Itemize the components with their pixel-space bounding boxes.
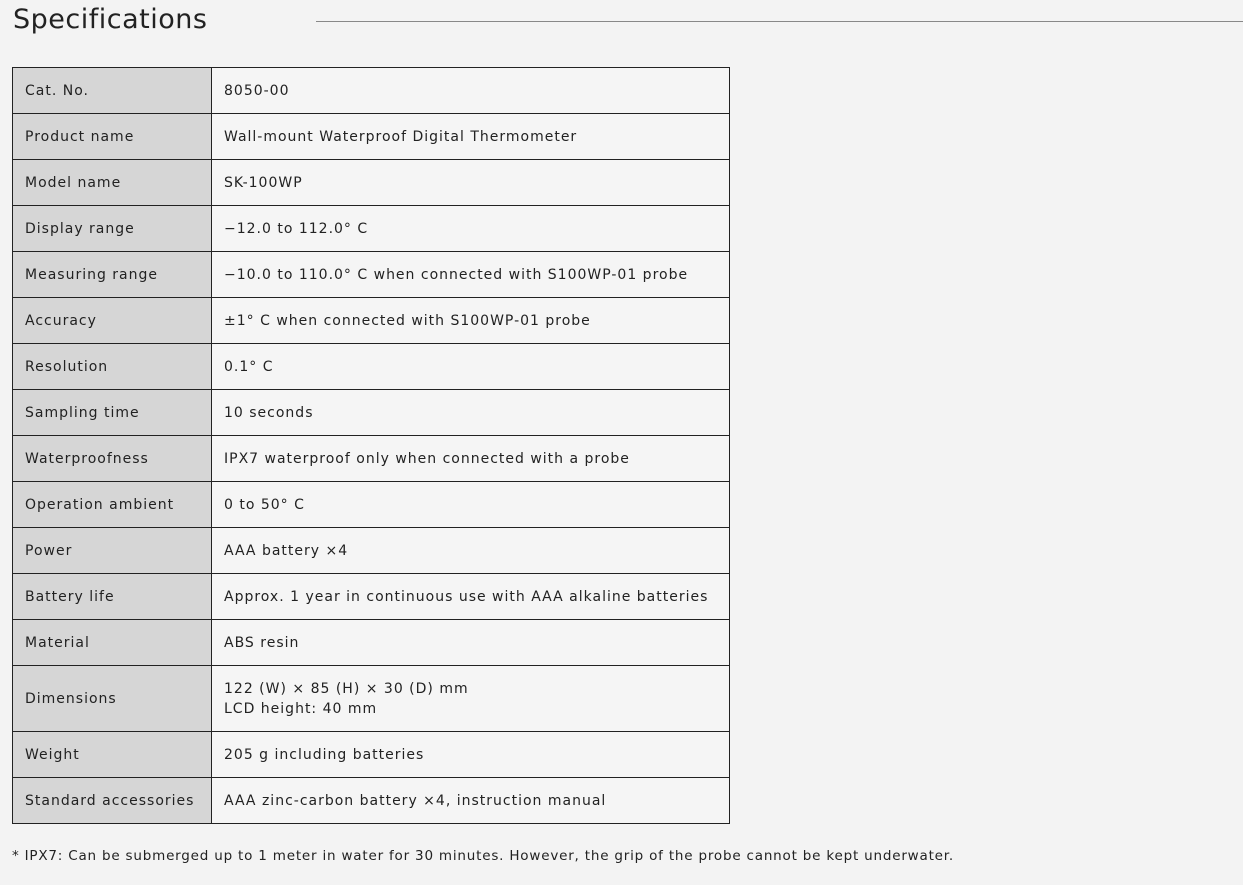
table-row <box>13 528 730 574</box>
spec-value: 8050-00 <box>212 68 730 114</box>
spec-value: ABS resin <box>212 620 730 666</box>
spec-label: Power <box>13 528 212 574</box>
spec-value-line: LCD height: 40 mm <box>224 700 378 717</box>
spec-label: Battery life <box>13 574 212 620</box>
spec-label: Waterproofness <box>13 436 212 482</box>
spec-value: Approx. 1 year in continuous use with AAA alkaline batteries <box>212 574 730 620</box>
table-row <box>13 114 730 160</box>
spec-label: Model name <box>13 160 212 206</box>
spec-value: Wall-mount Waterproof Digital Thermometer <box>212 114 730 160</box>
table-row <box>13 68 730 114</box>
spec-label: Cat. No. <box>13 68 212 114</box>
specifications-table <box>12 67 730 824</box>
spec-value: −10.0 to 110.0° C when connected with S100WP-01 probe <box>212 252 730 298</box>
table-row <box>13 252 730 298</box>
spec-value: IPX7 waterproof only when connected with a probe <box>212 436 730 482</box>
table-row <box>13 436 730 482</box>
spec-label: Sampling time <box>13 390 212 436</box>
spec-value: AAA zinc-carbon battery ×4, instruction manual <box>212 778 730 824</box>
table-row <box>13 298 730 344</box>
spec-label: Operation ambient <box>13 482 212 528</box>
spec-value: ±1° C when connected with S100WP-01 probe <box>212 298 730 344</box>
spec-label: Weight <box>13 732 212 778</box>
spec-value: 0.1° C <box>212 344 730 390</box>
spec-value: 0 to 50° C <box>212 482 730 528</box>
page-title: Specifications <box>13 4 208 35</box>
heading-divider <box>316 21 1243 22</box>
section-heading <box>13 0 1243 44</box>
table-row <box>13 666 730 732</box>
table-row <box>13 390 730 436</box>
spec-label: Display range <box>13 206 212 252</box>
table-row <box>13 344 730 390</box>
spec-value: SK-100WP <box>212 160 730 206</box>
footnote: * IPX7: Can be submerged up to 1 meter in water for 30 minutes. However, the grip of the probe cannot be kept underwater. <box>12 848 954 864</box>
spec-label: Accuracy <box>13 298 212 344</box>
table-row <box>13 620 730 666</box>
spec-label: Standard accessories <box>13 778 212 824</box>
spec-label: Measuring range <box>13 252 212 298</box>
spec-label: Material <box>13 620 212 666</box>
spec-value: 10 seconds <box>212 390 730 436</box>
table-row <box>13 160 730 206</box>
spec-value: 205 g including batteries <box>212 732 730 778</box>
spec-label: Dimensions <box>13 666 212 732</box>
table-row <box>13 206 730 252</box>
table-row <box>13 574 730 620</box>
spec-label: Resolution <box>13 344 212 390</box>
spec-value-line: 122 (W) × 85 (H) × 30 (D) mm <box>224 680 469 697</box>
spec-label: Product name <box>13 114 212 160</box>
table-row <box>13 778 730 824</box>
spec-value: AAA battery ×4 <box>212 528 730 574</box>
spec-value: −12.0 to 112.0° C <box>212 206 730 252</box>
table-row <box>13 482 730 528</box>
spec-value <box>212 666 730 732</box>
table-row <box>13 732 730 778</box>
